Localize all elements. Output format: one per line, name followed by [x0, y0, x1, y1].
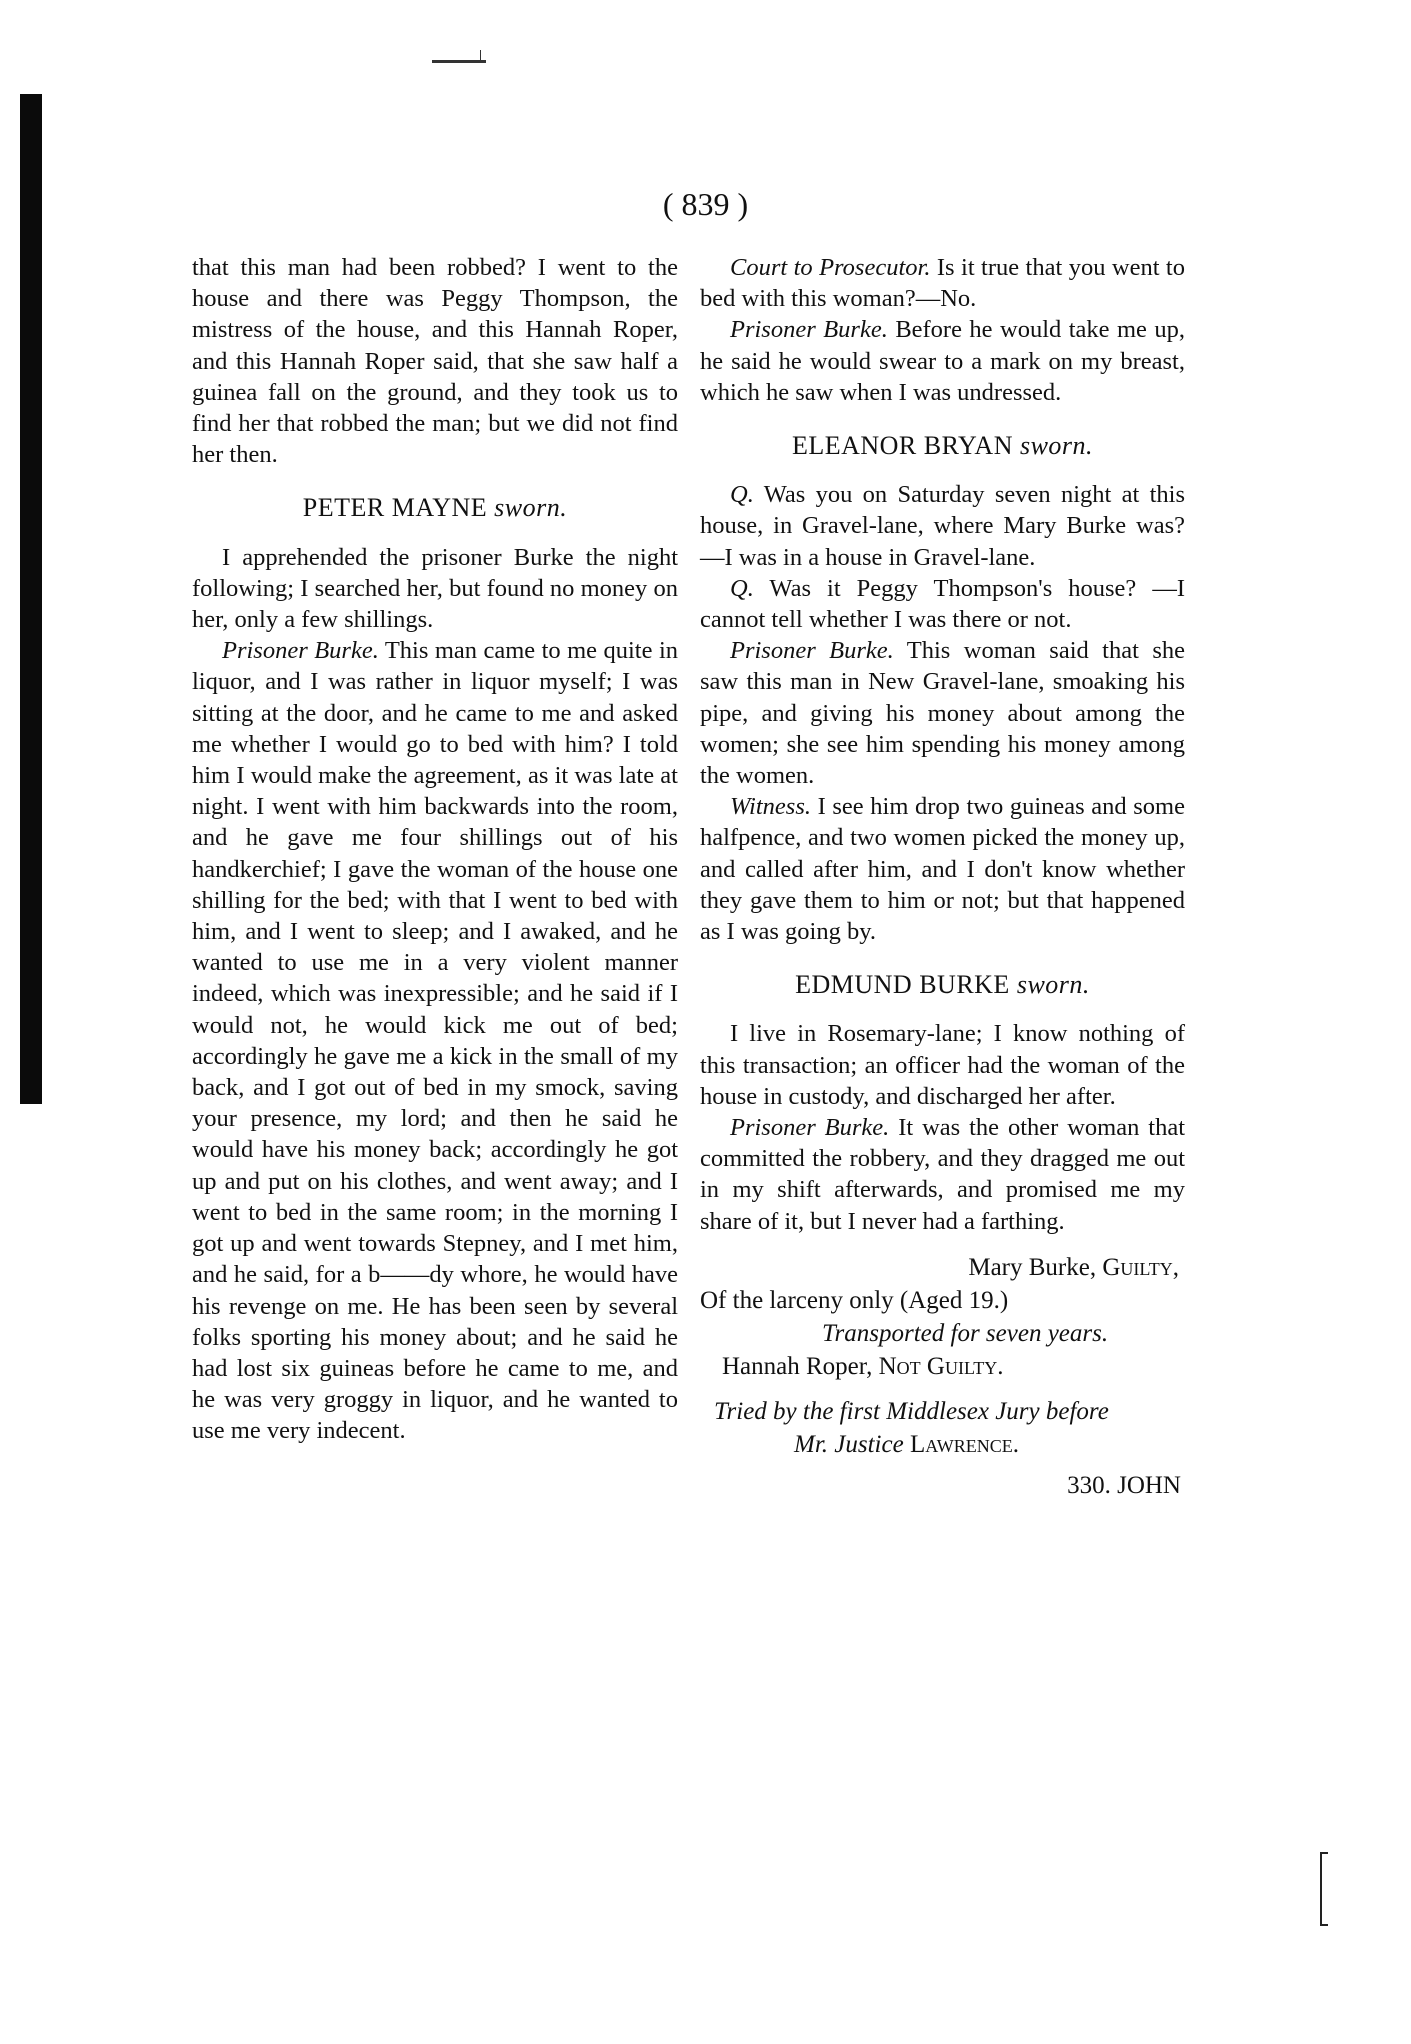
witness-heading [700, 430, 1185, 461]
paragraph: This man came to me quite in liquor, and I was rather in liquor myself; I was sitting at the door, and he came to me and asked me whether I would go to bed with him? I told him I would make the agreement, as it was late at night. I went with him backwards into the room, and he gave me four shillings out of his handkerchief; I gave the woman of the house one shilling for the bed; with that I went to bed with him, and I went to sleep; and I awaked, and he wanted to use me in a very violent manner indeed, which was inexpressible; and he said if I would not, he would kick me out of bed; accordingly he gave me a kick in the small of my back, and I got out of bed in my smock, saving your presence, my lord; and then he said he would have his money back; accordingly he got up and put on his clothes, and went away; and I went to bed in the same room; in the morning I got up and went towards Stepney, and I met him, and he said, for a b——dy whore, he would have his revenge on me. He has been seen by several folks sporting his money about; and he said he had lost six guineas before he came to me, and he was very groggy in liquor, and he wanted to use me very indecent. [192, 637, 679, 1445]
paragraph: Before he would take me up, he said he would swear to a mark on my breast, which he saw when I was undressed. [700, 316, 1186, 406]
paragraph: I apprehended the prisoner Burke the night following; I searched her, but found no money on her, only a few shillings. [192, 543, 678, 634]
question-label: Q. [730, 481, 754, 509]
judge-name: Lawrence. [909, 1430, 1020, 1458]
paragraph: Is it true that you went to bed with this woman?—No. [700, 254, 1185, 313]
defendant-name: Hannah Roper, [722, 1352, 873, 1380]
sentence: Transported for seven years. [822, 1319, 1109, 1347]
paragraph: This woman said that she saw this man in New Gravel-lane, smoaking his pipe, and giving his money about among the women; she see him spending his money among the women. [700, 637, 1186, 790]
scan-bottom-bracket [1320, 1852, 1328, 1926]
witness-heading [192, 492, 678, 523]
speaker-label: Witness. [730, 793, 811, 821]
paragraph: I see him drop two guineas and some halfpence, and two women picked the money up, and called after him, and I don't know whether they gave them to him or not; but that happened as I was going by. [700, 793, 1185, 946]
paragraph: Was it Peggy Thompson's house? —I cannot tell whether I was there or not. [700, 574, 1185, 634]
scan-top-mark [432, 60, 486, 63]
sworn-label: sworn. [1016, 970, 1090, 1000]
sworn-label: sworn. [1019, 431, 1094, 461]
verdict-result: Not Guilty. [878, 1352, 1004, 1380]
left-column [192, 252, 678, 1447]
paragraph: Was you on Saturday seven night at this house, in Gravel-lane, where Mary Burke was?—I was in a house in Gravel-lane. [700, 481, 1186, 571]
verdict-block [700, 1251, 1185, 1502]
speaker-label: Prisoner Burke. [730, 1114, 890, 1142]
witness-heading [700, 969, 1185, 1000]
witness-name: PETER MAYNE [302, 493, 488, 523]
speaker-label: Prisoner Burke. [730, 316, 888, 344]
speaker-label: Court to Prosecutor. [730, 254, 931, 281]
paragraph: It was the other woman that committed the robbery, and they dragged me out in my shift afterwards, and promised me my share of it, but I never had a farthing. [700, 1114, 1186, 1235]
judge-title: Mr. Justice [794, 1430, 904, 1458]
verdict-result: Guilty, [1102, 1253, 1179, 1281]
witness-name: ELEANOR BRYAN [791, 431, 1013, 461]
verdict-note: Of the larceny only (Aged 19.) [700, 1286, 1009, 1314]
right-column [700, 252, 1185, 1502]
catchword: 330. JOHN [1067, 1471, 1181, 1499]
speaker-label: Prisoner Burke. [222, 637, 379, 665]
question-label: Q. [730, 574, 754, 602]
tried-line: Tried by the first Middlesex Jury before [714, 1397, 1109, 1425]
sworn-label: sworn. [494, 493, 568, 523]
paragraph: I live in Rosemary-lane; I know nothing of this transaction; an officer had the woman of the house in custody, and discharged her after. [700, 1020, 1185, 1110]
scan-edge-bar [20, 94, 42, 1104]
page-number: ( 839 ) [662, 186, 749, 222]
defendant-name: Mary Burke, [968, 1253, 1097, 1281]
paragraph: that this man had been robbed? I went to the house and there was Peggy Thompson, the mistress of the house, and this Hannah Roper, and this Hannah Roper said, that she saw half a guinea fall on the ground, and they took us to find her that robbed the man; but we did not find her then. [192, 254, 678, 469]
speaker-label: Prisoner Burke. [730, 637, 894, 665]
witness-name: EDMUND BURKE [795, 970, 1010, 1000]
